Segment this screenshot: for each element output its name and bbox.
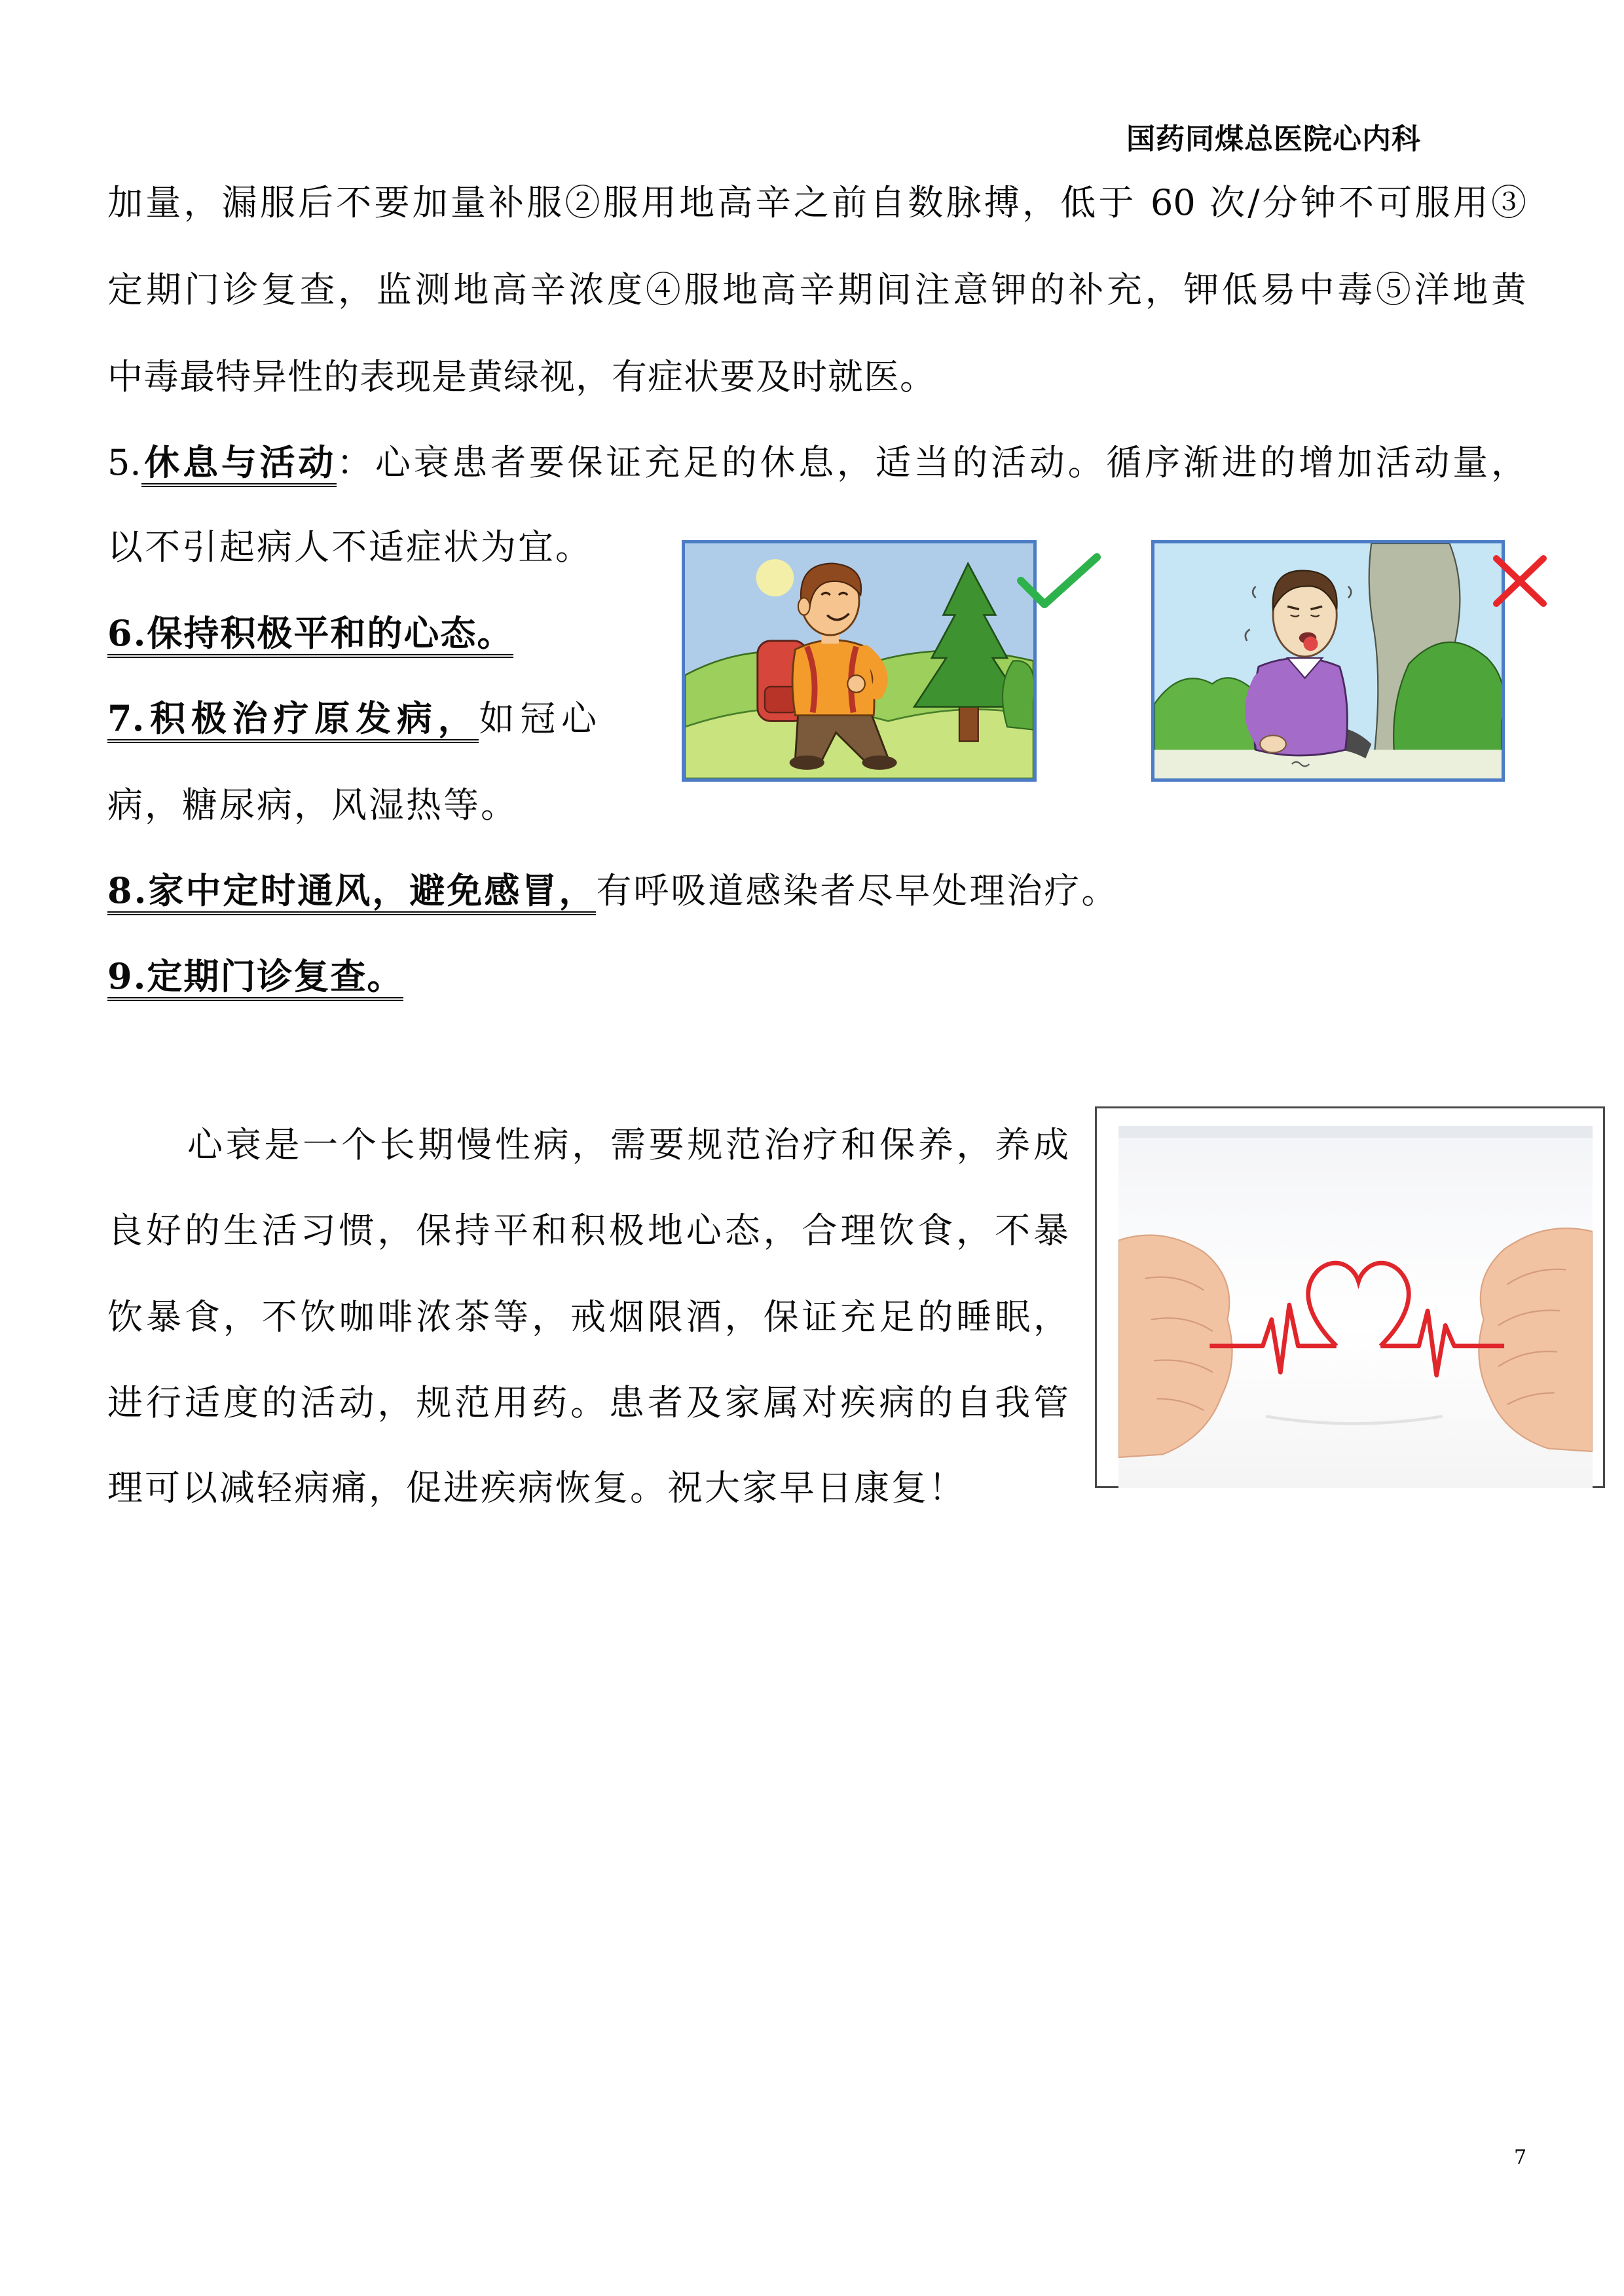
page-number: 7 <box>1514 2146 1527 2169</box>
mindset-item <box>107 607 513 659</box>
ventilation-heading: 8.家中定时通风，避免感冒， <box>107 869 596 915</box>
fatigue-illustration <box>1151 540 1505 782</box>
follow-up-heading: 9.定期门诊复查。 <box>107 955 403 1001</box>
primary-disease-item <box>107 692 597 744</box>
cross-mark-icon <box>1491 555 1549 608</box>
rest-item-text: ：心衰患者要保证充足的休息，适当的活动。循序渐进的增加活动量， <box>337 442 1526 483</box>
check-mark-icon <box>1016 552 1101 611</box>
rest-item <box>107 436 1526 488</box>
bush <box>1003 661 1033 729</box>
department-header: 国药同煤总医院心内科 <box>1126 122 1421 156</box>
hiking-scene <box>685 543 1033 778</box>
primary-disease-text-continued: 病，糖尿病，风湿热等。 <box>107 784 518 826</box>
closing-paragraph-line: 进行适度的活动，规范用药。患者及家属对疾病的自我管 <box>107 1382 1069 1423</box>
rest-item-text-continued: 以不引起病人不适症状为宜。 <box>107 526 593 568</box>
closing-paragraph-line: 心衰是一个长期慢性病，需要规范治疗和保养，养成 <box>187 1124 1069 1165</box>
hiking-illustration <box>682 540 1037 782</box>
rest-item-number: 5. <box>107 442 141 483</box>
ventilation-item <box>107 864 1118 917</box>
heart-hands-scene <box>1118 1126 1593 1488</box>
heart-hands-image <box>1118 1126 1593 1488</box>
primary-disease-heading: 7.积极治疗原发病， <box>107 697 479 743</box>
mindset-item-heading: 6.保持积极平和的心态。 <box>107 612 513 658</box>
fatigue-scene <box>1154 543 1502 778</box>
digoxin-note-line: 定期门诊复查，监测地高辛浓度④服地高辛期间注意钾的补充，钾低易中毒⑤洋地黄 <box>107 269 1526 310</box>
digoxin-note-line: 加量，漏服后不要加量补服②服用地高辛之前自数脉搏，低于 60 次/分钟不可服用③ <box>107 182 1526 223</box>
closing-paragraph-line: 良好的生活习惯，保持平和积极地心态，合理饮食，不暴 <box>107 1210 1069 1251</box>
sun <box>756 559 794 596</box>
ventilation-text: 有呼吸道感染者尽早处理治疗。 <box>596 870 1119 911</box>
rest-item-heading: 休息与活动 <box>141 441 337 487</box>
closing-paragraph-line: 理可以减轻病痛，促进疾病恢复。祝大家早日康复！ <box>107 1467 966 1508</box>
closing-paragraph-line: 饮暴食，不饮咖啡浓茶等，戒烟限酒，保证充足的睡眠， <box>107 1296 1069 1338</box>
digoxin-note-line: 中毒最特异性的表现是黄绿视，有症状要及时就医。 <box>107 356 936 397</box>
primary-disease-text: 如冠心 <box>479 698 597 739</box>
follow-up-item <box>107 950 403 1002</box>
